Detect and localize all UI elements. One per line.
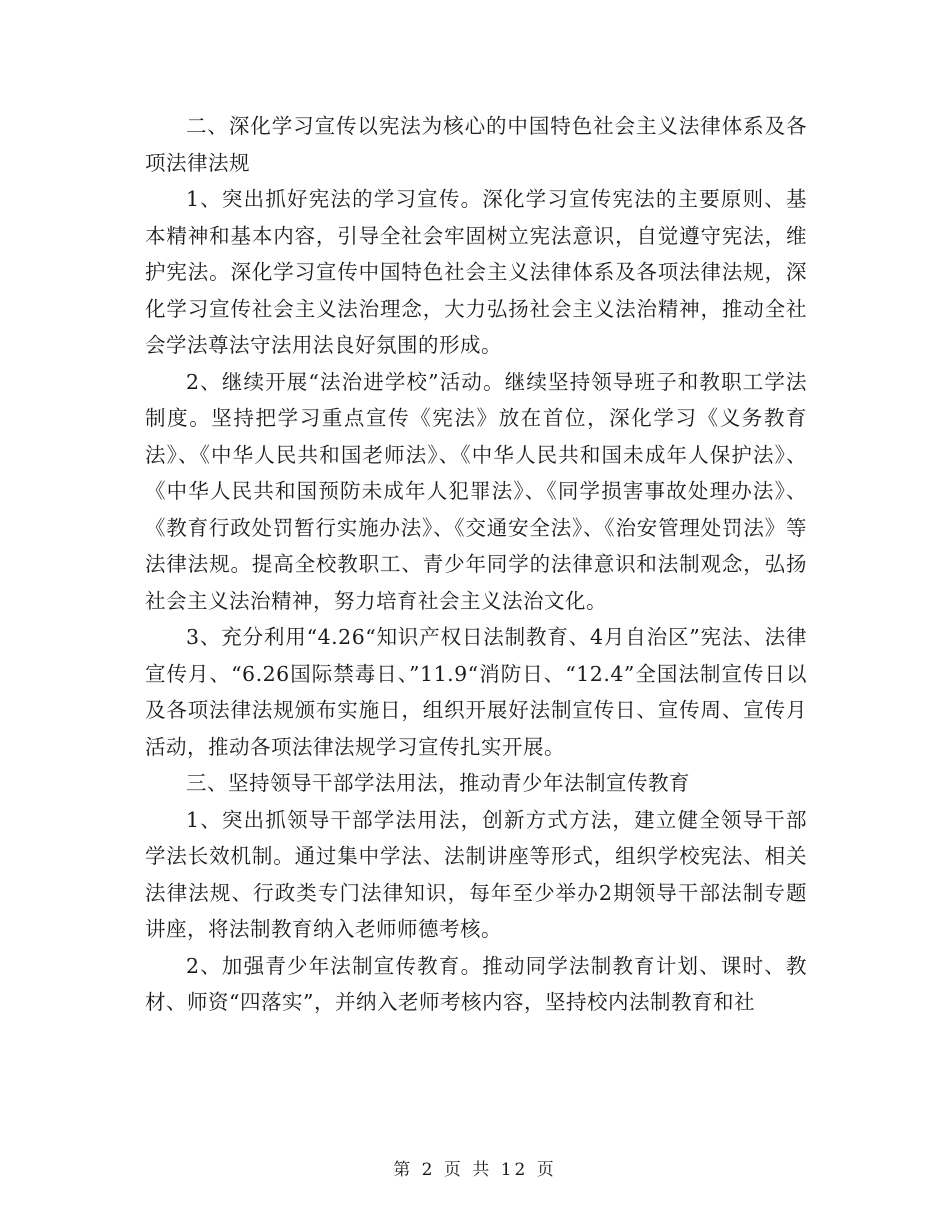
paragraph-law-into-school: 2、继续开展“法治进学校”活动。继续坚持领导班子和教职工学法制度。坚持把学习重点宣传《宪法》放在首位，深化学习《义务教育法》、《中华人民共和国老师法》、《中华人民共和国未成年人保护法》、《中华人民共和国预防未成年人犯罪法》、《同学损害事故处理办法》、《教育行政处罚暂行实施办法》、《交通安全法》、《治安管理处罚法》等法律法规。提高全校教职工、青少年同学的法律意识和法制观念，弘扬社会主义法治精神，努力培育社会主义法治文化。 <box>145 369 807 613</box>
document-body <box>145 108 807 1021</box>
paragraph-youth-education: 2、加强青少年法制宣传教育。推动同学法制教育计划、课时、教材、师资“四落实”，并纳入老师考核内容，坚持校内法制教育和社 <box>145 953 807 1014</box>
paragraph-leader-study: 1、突出抓领导干部学法用法，创新方式方法，建立健全领导干部学法长效机制。通过集中学法、法制讲座等形式，组织学校宪法、相关法律法规、行政类专门法律知识，每年至少举办2期领导干部法制专题讲座，将法制教育纳入老师师德考核。 <box>145 807 807 941</box>
paragraph-publicity-days: 3、充分利用“4.26“知识产权日法制教育、4月自治区”宪法、法律宣传月、“6.26国际禁毒日、”11.9“消防日、“12.4”全国法制宣传日以及各项法律法规颁布实施日，组织开展好法制宣传日、宣传周、宣传月活动，推动各项法律法规学习宣传扎实开展。 <box>145 625 807 759</box>
page-number-footer: 第 2 页 共 12 页 <box>393 1160 557 1180</box>
heading-section-2: 二、深化学习宣传以宪法为核心的中国特色社会主义法律体系及各项法律法规 <box>145 114 807 175</box>
heading-section-3: 三、坚持领导干部学法用法，推动青少年法制宣传教育 <box>186 771 690 795</box>
paragraph-constitution-study: 1、突出抓好宪法的学习宣传。深化学习宣传宪法的主要原则、基本精神和基本内容，引导全社会牢固树立宪法意识，自觉遵守宪法，维护宪法。深化学习宣传中国特色社会主义法律体系及各项法律法规，深化学习宣传社会主义法治理念，大力弘扬社会主义法治精神，推动全社会学法尊法守法用法良好氛围的形成。 <box>145 187 807 357</box>
